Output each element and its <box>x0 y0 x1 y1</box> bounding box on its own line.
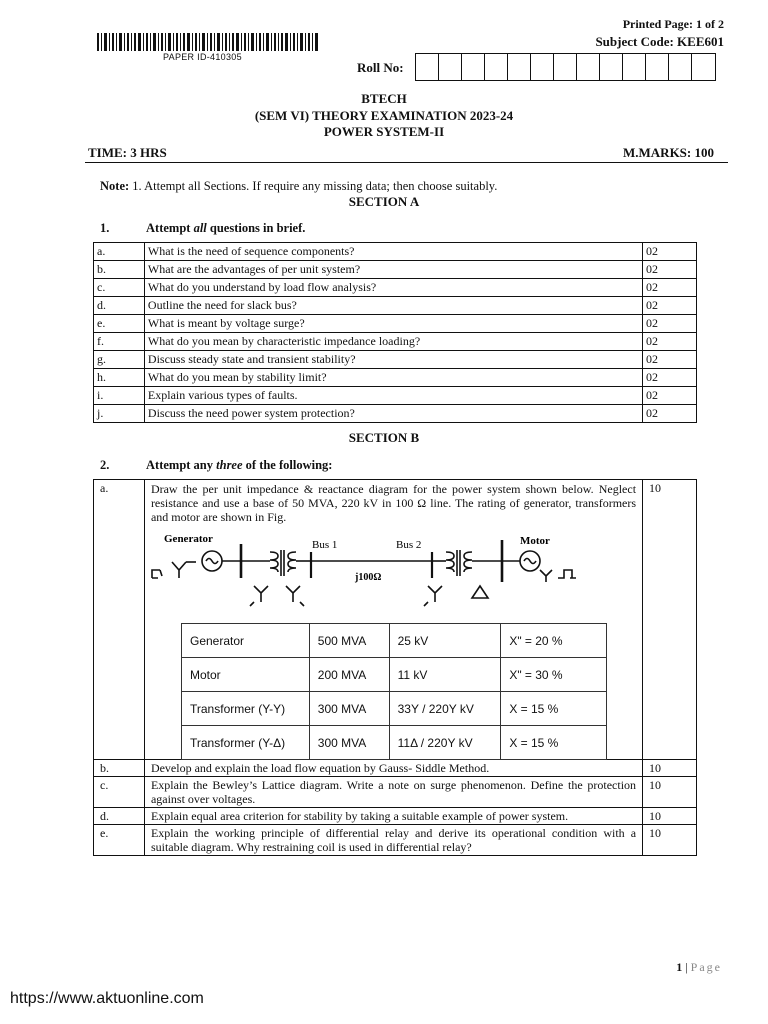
item-text: Explain various types of faults. <box>144 387 642 405</box>
roll-no-box[interactable] <box>600 54 623 80</box>
subject-title: POWER SYSTEM-II <box>323 124 445 139</box>
single-line-diagram <box>146 530 616 615</box>
item-marks: 10 <box>643 825 697 856</box>
table-row <box>182 726 607 760</box>
source-url[interactable]: https://www.aktuonline.com <box>10 990 204 1007</box>
item-text: What do you mean by characteristic impedance loading? <box>144 333 642 351</box>
paper-id: PAPER ID-410305 <box>163 52 242 62</box>
table-row <box>94 808 697 825</box>
item-text: What do you mean by stability limit? <box>144 369 642 387</box>
roll-no-boxes[interactable] <box>415 53 716 81</box>
barcode-image <box>97 33 319 51</box>
roll-no-box[interactable] <box>692 54 715 80</box>
item-text: What do you understand by load flow analysis? <box>144 279 642 297</box>
item-text: Explain the working principle of differential relay and derive its operational condition with a suitable diagram. Why restraining coil is used in differential relay? <box>144 825 642 856</box>
section-a-title: SECTION A <box>348 194 420 209</box>
item-text: Draw the per unit impedance & reactance diagram for the power system shown below. Neglect resistance and use a base of 50 MVA, 220 kV in 100 Ω line. The rating of generator, transformers and motor are shown in Fig. <box>150 482 637 524</box>
roll-no-box[interactable] <box>462 54 485 80</box>
roll-no-box[interactable] <box>531 54 554 80</box>
item-label: e. <box>94 825 145 856</box>
rating-kv: 11 kV <box>389 658 501 692</box>
transformer-1-primary <box>270 552 278 572</box>
header-divider <box>85 162 728 163</box>
q2-pre: Attempt any <box>146 458 217 472</box>
item-label: c. <box>94 777 145 808</box>
transformer-2-secondary <box>464 552 472 572</box>
q1-em: all <box>193 221 207 235</box>
rating-x: X = 15 % <box>501 692 607 726</box>
note-text: 1. Attempt all Sections. If require any missing data; then choose suitably. <box>132 179 498 193</box>
table-row <box>94 279 697 297</box>
note <box>100 179 497 194</box>
diagram-bus2-label: Bus 2 <box>396 539 422 551</box>
item-marks: 02 <box>643 315 697 333</box>
item-marks: 02 <box>643 333 697 351</box>
section-b-title: SECTION B <box>348 430 420 445</box>
item-text: What is meant by voltage surge? <box>144 315 642 333</box>
exam-time: TIME: 3 HRS <box>88 145 167 160</box>
q1-pre: Attempt <box>146 221 194 235</box>
item-marks: 10 <box>643 808 697 825</box>
diagram-generator-label: Generator <box>164 533 213 545</box>
table-row <box>182 658 607 692</box>
diagram-motor-label: Motor <box>520 535 550 547</box>
item-label: d. <box>94 808 145 825</box>
rating-name: Transformer (Y-Δ) <box>182 726 310 760</box>
diagram-line-impedance: j100Ω <box>355 572 382 583</box>
item-label: b. <box>94 760 145 777</box>
item-text: What is the need of sequence components? <box>144 243 642 261</box>
roll-no-label: Roll No: <box>357 60 404 75</box>
item-label: a. <box>94 243 145 261</box>
page-number: 1 <box>676 960 683 974</box>
rating-x: X" = 20 % <box>501 624 607 658</box>
rating-name: Transformer (Y-Y) <box>182 692 310 726</box>
item-marks: 02 <box>643 243 697 261</box>
item-label: d. <box>94 297 145 315</box>
rating-mva: 500 MVA <box>309 624 389 658</box>
q2-post: of the following: <box>242 458 333 472</box>
table-row <box>94 297 697 315</box>
q1-post: questions in brief. <box>206 221 306 235</box>
table-row <box>94 387 697 405</box>
transformer-1-star-right <box>286 586 304 606</box>
item-marks: 02 <box>643 297 697 315</box>
item-text: Explain the Bewley’s Lattice diagram. Write a note on surge phenomenon. Define the protection against over voltages. <box>144 777 642 808</box>
table-row <box>94 825 697 856</box>
item-marks: 10 <box>643 777 697 808</box>
transformer-1-star-left <box>250 586 268 606</box>
roll-no-box[interactable] <box>508 54 531 80</box>
item-label: i. <box>94 387 145 405</box>
rating-mva: 300 MVA <box>309 692 389 726</box>
item-marks: 10 <box>643 760 697 777</box>
generator-tilde <box>206 559 218 564</box>
table-row <box>94 243 697 261</box>
transformer-2-delta-symbol <box>472 586 488 598</box>
note-label: Note: <box>100 179 130 193</box>
printed-page: Printed Page: 1 of 2 <box>622 17 724 31</box>
item-label: c. <box>94 279 145 297</box>
roll-no-box[interactable] <box>485 54 508 80</box>
generator-ground-line <box>152 570 162 578</box>
question-1-number: 1. <box>100 221 110 235</box>
course-title: BTECH <box>361 91 407 106</box>
question-2-instruction <box>146 458 332 473</box>
transformer-1-secondary <box>288 552 296 572</box>
transformer-2-primary <box>446 552 454 572</box>
rating-mva: 300 MVA <box>309 726 389 760</box>
question-1-instruction <box>146 221 305 236</box>
page-label: Page <box>690 960 722 974</box>
roll-no-box[interactable] <box>646 54 669 80</box>
q2-em: three <box>216 458 243 472</box>
rating-kv: 33Y / 220Y kV <box>389 692 501 726</box>
item-label: h. <box>94 369 145 387</box>
item-label: f. <box>94 333 145 351</box>
motor-tilde <box>524 559 536 564</box>
item-marks: 02 <box>643 387 697 405</box>
item-text: Outline the need for slack bus? <box>144 297 642 315</box>
item-label: b. <box>94 261 145 279</box>
ratings-table <box>181 623 607 760</box>
item-text: Discuss steady state and transient stability? <box>144 351 642 369</box>
item-text: Explain equal area criterion for stability by taking a suitable example of power system. <box>144 808 642 825</box>
max-marks: M.MARKS: 100 <box>623 145 714 160</box>
roll-no-box[interactable] <box>669 54 692 80</box>
table-row <box>94 351 697 369</box>
item-marks: 02 <box>643 351 697 369</box>
transformer-2-star-symbol <box>424 586 442 606</box>
roll-no-box[interactable] <box>577 54 600 80</box>
motor-star-symbol <box>540 570 552 582</box>
subject-code: Subject Code: KEE601 <box>595 34 724 49</box>
table-row <box>94 405 697 423</box>
generator-star-symbol <box>172 562 186 578</box>
roll-no-box[interactable] <box>623 54 646 80</box>
item-label: j. <box>94 405 145 423</box>
table-row <box>94 261 697 279</box>
rating-mva: 200 MVA <box>309 658 389 692</box>
question-2-number: 2. <box>100 458 110 472</box>
diagram-bus1-label: Bus 1 <box>312 539 338 551</box>
rating-x: X" = 30 % <box>501 658 607 692</box>
item-text: Develop and explain the load flow equation by Gauss- Siddle Method. <box>144 760 642 777</box>
item-marks: 02 <box>643 369 697 387</box>
roll-no-box[interactable] <box>554 54 577 80</box>
item-marks: 02 <box>643 279 697 297</box>
exam-title: (SEM VI) THEORY EXAMINATION 2023-24 <box>254 108 514 123</box>
roll-no-box[interactable] <box>439 54 462 80</box>
table-row <box>94 760 697 777</box>
rating-kv: 25 kV <box>389 624 501 658</box>
table-row <box>94 777 697 808</box>
item-text: Discuss the need power system protection? <box>144 405 642 423</box>
item-text: What are the advantages of per unit system? <box>144 261 642 279</box>
item-label: e. <box>94 315 145 333</box>
table-row <box>182 692 607 726</box>
rating-kv: 11Δ / 220Y kV <box>389 726 501 760</box>
section-a-table <box>93 242 697 423</box>
motor-ground-line <box>558 570 576 578</box>
table-row <box>182 624 607 658</box>
rating-x: X = 15 % <box>501 726 607 760</box>
item-label: a. <box>94 480 145 760</box>
item-marks: 10 <box>643 480 697 760</box>
table-row <box>94 315 697 333</box>
rating-name: Motor <box>182 658 310 692</box>
table-row <box>94 333 697 351</box>
rating-name: Generator <box>182 624 310 658</box>
item-marks: 02 <box>643 261 697 279</box>
table-row <box>94 369 697 387</box>
item-label: g. <box>94 351 145 369</box>
item-marks: 02 <box>643 405 697 423</box>
roll-no-box[interactable] <box>416 54 439 80</box>
page-footer: 1 | Page <box>676 960 722 974</box>
